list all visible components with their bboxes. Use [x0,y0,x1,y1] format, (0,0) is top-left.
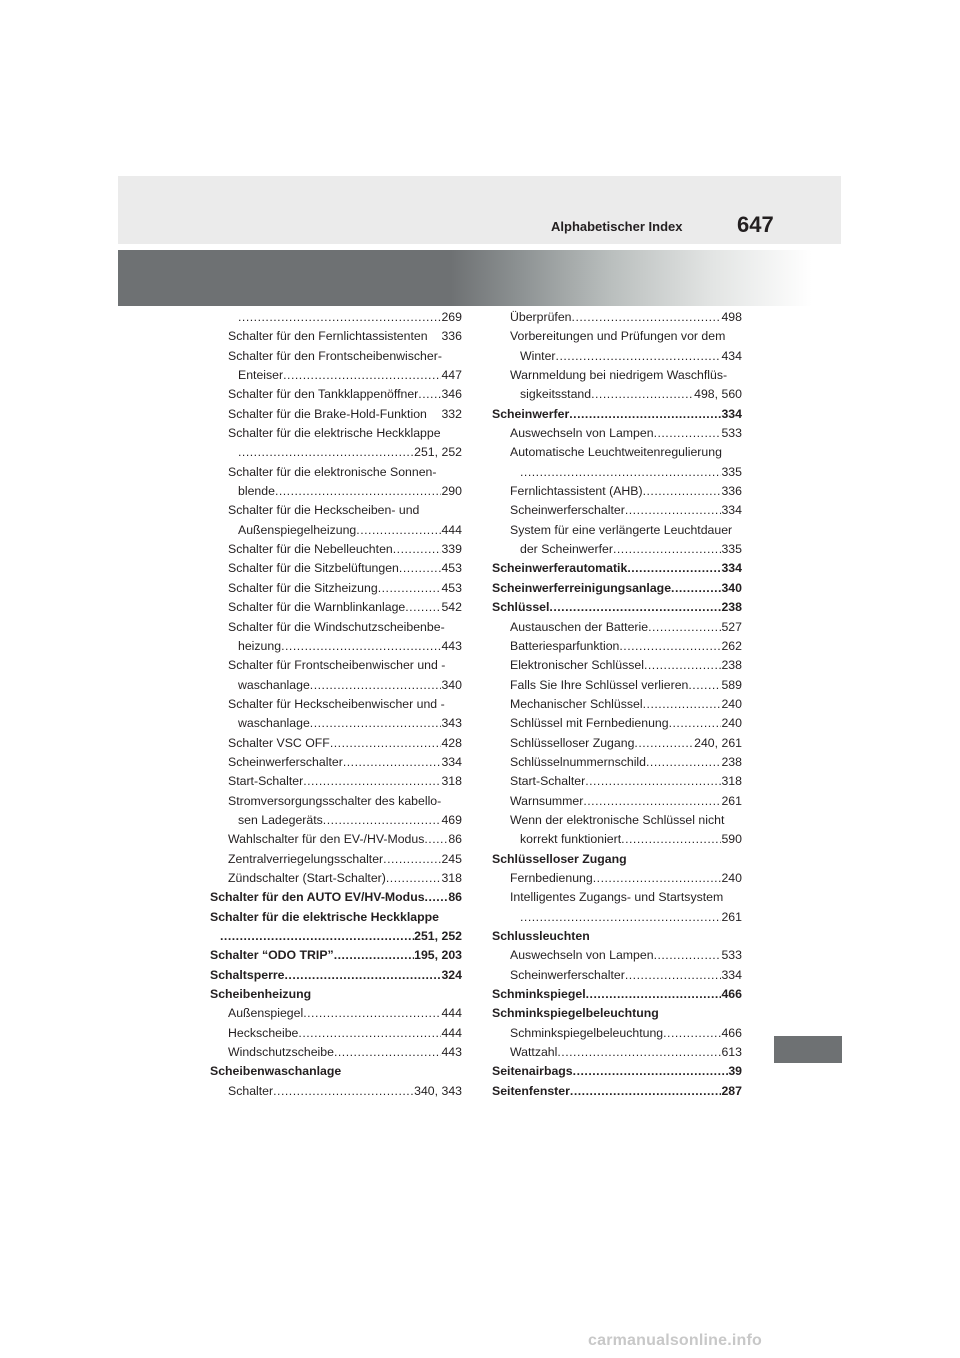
index-entry-label: Außenspiegel [228,1006,304,1021]
index-entry-label: Automatische Leuchtweitenregulierung [510,445,722,460]
dot-leader [625,966,722,985]
dot-leader [323,811,442,830]
index-entry [492,772,742,791]
watermark: carmanualsonline.info [588,1332,763,1349]
index-entry-label: Schalter für die elektrische Heckklappe [210,909,439,924]
dot-leader [688,676,721,695]
index-entry-label: Außenspiegelheizung [238,522,357,537]
index-entry-page: 533 [721,426,742,441]
thumb-index-tab [774,1036,842,1063]
index-entry [492,540,742,559]
index-entry-label: Schalter für den Fernlichtassistenten [228,329,428,344]
index-entry-label: Schalter für die Brake-Hold-Funktion [228,406,427,421]
index-entry-page: 336 [441,329,462,344]
index-entry-page: 262 [721,638,742,653]
index-entry-label: Scheinwerferschalter [510,967,625,982]
index-entry [210,1004,462,1023]
index-entry-label: Scheinwerferreinigungsanlage [492,580,672,595]
index-entry [210,1082,462,1101]
index-entry-page: 318 [721,774,742,789]
index-entry-label: Scheinwerferautomatik [492,561,628,576]
index-entry [210,347,462,366]
dot-leader [281,637,441,656]
index-entry-label: Schalter für die Heckscheiben- und [228,503,420,518]
index-entry [492,385,742,404]
index-entry-page: 238 [721,754,742,769]
index-column-left [210,308,462,1101]
index-entry [210,676,462,695]
index-entry-page: 336 [721,484,742,499]
index-entry [492,443,742,462]
dot-leader [238,443,414,462]
index-entry-page: 444 [441,1025,462,1040]
index-entry [210,714,462,733]
index-entry-page: 334 [721,406,742,421]
index-entry-label: Schalter für den AUTO EV/HV-Modus [210,890,425,905]
dot-leader [334,946,414,965]
index-entry-page: 251, 252 [414,445,462,460]
index-entry [210,830,462,849]
index-entry-label: Stromversorgungsschalter des kabello- [228,793,442,808]
index-entry [210,463,462,482]
index-entry-page: 251, 252 [414,929,462,943]
index-entry-label: Seitenairbags [492,1064,573,1079]
index-entry [492,521,742,540]
index-entry-label: Scheibenheizung [210,987,312,1002]
index-entry-label: Scheinwerferschalter [510,503,625,518]
index-entry [210,1062,462,1081]
index-entry-label: Fernbedienung [510,870,593,885]
index-entry [210,637,462,656]
index-entry-page: 346 [441,387,462,402]
index-entry-label: Vorbereitungen und Prüfungen vor dem [510,329,726,344]
index-entry [492,966,742,985]
index-entry [210,695,462,714]
index-entry-label: sigkeitsstand [520,387,592,402]
index-entry [210,966,462,985]
index-entry [210,482,462,501]
index-entry-page: 340, 343 [414,1083,462,1098]
index-entry-label: Schlüsselloser Zugang [492,851,627,866]
dot-leader [644,656,722,675]
index-entry-label: waschanlage [238,677,310,692]
dot-leader [425,888,449,907]
dot-leader [585,772,721,791]
dot-leader [613,540,722,559]
index-entry [210,501,462,520]
dot-leader [310,714,442,733]
index-entry-label: Schalter für den Tankklappenöffner [228,387,419,402]
index-entry-label: Schlüsselloser Zugang [510,735,635,750]
index-entry-label: Scheinwerfer [492,406,570,421]
index-entry-label: Schalter für Frontscheibenwischer und - [228,658,446,673]
index-entry-label: Start-Schalter [228,774,304,789]
index-entry [210,385,462,404]
index-entry-label: Schlüssel [492,600,550,615]
index-entry-page: 332 [441,406,462,421]
index-entry-page: 287 [721,1083,742,1098]
index-entry [492,637,742,656]
index-column-right [492,308,742,1101]
dot-leader [619,637,721,656]
index-entry-page: 335 [721,464,742,479]
index-entry-label: Zündschalter (Start-Schalter) [228,870,386,885]
dot-leader [424,830,448,849]
index-entry-page: 334 [441,754,462,769]
index-entry [210,888,462,907]
index-entry [492,869,742,888]
index-entry-page: 613 [721,1045,742,1060]
index-entry-label: Schalter [228,1083,274,1098]
index-entry [492,559,742,578]
dot-leader [591,385,694,404]
dot-leader [586,985,722,1004]
dot-leader [386,869,442,888]
index-entry [210,792,462,811]
index-entry [492,946,742,965]
index-entry [492,424,742,443]
index-entry [492,695,742,714]
dot-leader [654,946,722,965]
dot-leader [298,1024,441,1043]
dot-leader [671,579,721,598]
dot-leader [549,598,721,617]
index-entry-label: Austauschen der Batterie [510,619,649,634]
index-entry [210,618,462,637]
index-entry-page: 240, 261 [694,735,742,750]
index-entry-page: 444 [441,522,462,537]
index-entry-label: Wattzahl [510,1045,558,1060]
header-band [118,176,841,244]
index-entry-label: Wahlschalter für den EV-/HV-Modus [228,832,425,847]
index-entry-page: 466 [721,987,742,1002]
dot-leader [573,1062,729,1081]
index-entry [492,347,742,366]
index-entry-page: 527 [721,619,742,634]
index-entry-page: 269 [441,310,462,324]
index-entry-label: Elektronischer Schlüssel [510,658,644,673]
index-entry [210,366,462,385]
dot-leader [569,405,721,424]
index-entry-page: 240 [721,716,742,731]
index-entry-page: 443 [441,1045,462,1060]
index-entry-page: 434 [721,348,742,363]
index-entry [492,1043,742,1062]
index-entry [492,308,742,327]
index-entry [210,598,462,617]
dot-leader [303,1004,441,1023]
index-entry-label: Scheinwerferschalter [228,754,343,769]
index-entry [492,405,742,424]
index-entry [210,1043,462,1062]
index-entry-page: 469 [441,812,462,827]
index-entry [492,811,742,830]
dot-leader [557,1043,721,1062]
index-entry-page: 466 [721,1025,742,1040]
index-entry-page: 86 [448,890,462,905]
index-entry [210,656,462,675]
index-entry-label: Schalter VSC OFF [228,735,330,750]
index-entry [492,888,742,907]
index-entry-label: sen Ladegeräts [238,812,323,827]
index-entry [492,1062,742,1081]
index-entry-page: 498 [721,310,742,324]
index-entry-page: 447 [441,368,462,383]
page-number: 647 [737,212,774,237]
dot-leader [520,463,721,482]
index-entry [210,424,462,443]
dot-leader [393,540,442,559]
index-entry-label: Schalter für die Warnblinkanlage [228,600,406,615]
index-entry-label: Schlüssel mit Fernbedienung [510,716,669,731]
dot-leader [572,308,722,327]
index-entry [210,753,462,772]
index-entry-label: Mechanischer Schlüssel [510,696,643,711]
index-entry [492,482,742,501]
index-entry-page: 238 [721,600,742,615]
index-entry [492,463,742,482]
index-entry-label: Scheibenwaschanlage [210,1064,342,1079]
index-entry [210,405,462,424]
index-entry-page: 542 [441,600,462,615]
dot-leader [220,927,414,946]
index-entry-page: 339 [441,542,462,557]
index-entry-page: 335 [721,542,742,557]
index-entry-page: 533 [721,948,742,963]
dot-leader [556,347,722,366]
dot-leader [621,830,721,849]
index-entry-page: 261 [721,793,742,808]
index-entry-page: 343 [441,716,462,731]
index-entry-page: 240 [721,870,742,885]
index-entry [210,985,462,1004]
index-entry-label: Auswechseln von Lampen [510,948,654,963]
index-entry-label: Heckscheibe [228,1025,299,1040]
index-entry-page: 318 [441,774,462,789]
dot-leader [646,753,721,772]
index-entry-page: 240 [721,696,742,711]
index-entry-label: Warnsummer [510,793,584,808]
index-entry-label: Falls Sie Ihre Schlüssel verlieren [510,677,689,692]
index-entry-label: Schalter für die elektrische Heckklappe [228,426,441,441]
index-entry [210,772,462,791]
index-entry [210,521,462,540]
index-entry-page: 245 [441,851,462,866]
index-entry [492,850,742,869]
dot-leader [330,734,442,753]
index-entry-label: Wenn der elektronische Schlüssel nicht [510,812,725,827]
index-entry [210,327,462,346]
index-entry [492,1004,742,1023]
dot-leader [593,869,722,888]
index-entry [492,618,742,637]
dot-leader [663,1024,721,1043]
index-entry-page: 238 [721,658,742,673]
index-entry [210,734,462,753]
index-entry [492,676,742,695]
index-entry-label: Schminkspiegelbeleuchtung [510,1025,664,1040]
index-entry [492,714,742,733]
index-entry [210,811,462,830]
index-entry-page: 590 [721,832,742,847]
dot-leader [303,772,441,791]
index-entry [210,1024,462,1043]
dot-leader [273,1082,414,1101]
dot-leader [343,753,442,772]
index-entry [210,908,462,927]
dot-leader [643,695,722,714]
index-entry-label: Schalter für die Windschutzscheibenbe- [228,619,445,634]
index-entry-page: 453 [441,561,462,576]
dot-leader [275,482,442,501]
index-entry-page: 334 [721,503,742,518]
index-entry-label: Schalter für die Sitzheizung [228,580,378,595]
index-entry-page: 290 [441,484,462,499]
index-entry [492,579,742,598]
header-gradient-bar [118,250,841,306]
index-entry [210,540,462,559]
index-entry [210,927,462,946]
index-entry-label: Schalter “ODO TRIP” [210,948,334,963]
index-entry-page: 318 [441,870,462,885]
index-entry-label: Überprüfen [510,310,572,324]
index-entry-label: Auswechseln von Lampen [510,426,654,441]
index-entry [492,792,742,811]
index-entry-label: Start-Schalter [510,774,586,789]
index-entry [492,366,742,385]
index-entry-label: Schalter für die elektronische Sonnen- [228,464,437,479]
index-entry [492,753,742,772]
index-entry-label: Schalter für die Nebelleuchten [228,542,393,557]
dot-leader [625,501,722,520]
index-entry-label: Schlussleuchten [492,929,590,943]
section-title: Alphabetischer Index [551,219,683,234]
dot-leader [378,579,442,598]
dot-leader [634,734,694,753]
dot-leader [570,1082,722,1101]
index-entry-page: 324 [441,967,462,982]
index-entry-label: System für eine verlängerte Leuchtdauer [510,522,733,537]
index-entry-label: Zentralverriegelungsschalter [228,851,384,866]
index-entry [492,598,742,617]
index-entry-page: 340 [441,677,462,692]
index-entry [492,327,742,346]
dot-leader [310,676,442,695]
index-entry-label: Schalter für den Frontscheibenwischer- [228,348,442,363]
dot-leader [383,850,441,869]
index-entry-label: Schminkspiegelbeleuchtung [492,1006,659,1021]
index-entry-label: Schalter für Heckscheibenwischer und - [228,696,445,711]
dot-leader [283,366,441,385]
index-entry-label: heizung [238,638,282,653]
index-entry-label: waschanlage [238,716,310,731]
index-entry [210,869,462,888]
dot-leader [643,482,722,501]
index-entry [210,579,462,598]
index-entry-label: Schalter für die Sitzbelüftungen [228,561,399,576]
index-entry [210,443,462,462]
dot-leader [334,1043,442,1062]
index-entry-page: 453 [441,580,462,595]
dot-leader [669,714,722,733]
index-entry-label: Schlüsselnummernschild [510,754,647,769]
index-entry [492,501,742,520]
index-entry [492,1024,742,1043]
index-entry-label: Batteriesparfunktion [510,638,620,653]
index-entry-label: blende [238,484,275,499]
index-entry-label: Schaltsperre [210,967,285,982]
dot-leader [399,559,442,578]
dot-leader [648,618,721,637]
index-entry-page: 498, 560 [694,387,742,402]
index-entry [492,1082,742,1101]
index-entry [492,908,742,927]
index-entry-page: 428 [441,735,462,750]
dot-leader [583,792,721,811]
index-entry-label: Windschutzscheibe [228,1045,334,1060]
dot-leader [654,424,722,443]
index-entry-page: 39 [728,1064,742,1079]
index-entry-label: Schminkspiegel [492,987,586,1002]
index-entry-page: 261 [721,909,742,924]
index-entry-page: 334 [721,561,742,576]
index-entry [210,850,462,869]
index-entry [492,656,742,675]
index-entry [492,927,742,946]
index-entry-label: Enteiser [238,368,284,383]
index-entry [210,308,462,327]
index-entry-page: 444 [441,1006,462,1021]
index-entry [492,985,742,1004]
index-entry [492,734,742,753]
index-entry-label: Warnmeldung bei niedrigem Waschflüs- [510,368,728,383]
index-entry-page: 334 [721,967,742,982]
index-entry [492,830,742,849]
index-entry-page: 443 [441,638,462,653]
index-entry-page: 340 [721,580,742,595]
index-entry-page: 589 [721,677,742,692]
index-entry-label: Fernlichtassistent (AHB) [510,484,643,499]
index-entry [210,559,462,578]
index-entry-page: 86 [448,832,462,847]
index-entry-label: Intelligentes Zugangs- und Startsystem [510,890,724,905]
index-entry-label: der Scheinwerfer [520,542,613,557]
index-entry-page: 195, 203 [414,948,462,963]
index-entry-label: korrekt funktioniert [520,832,622,847]
dot-leader [238,308,441,327]
dot-leader [418,385,441,404]
index-entry-label: Winter [520,348,556,363]
dot-leader [405,598,441,617]
index-entry [210,946,462,965]
dot-leader [627,559,721,578]
dot-leader [520,908,721,927]
dot-leader [285,966,442,985]
index-entry-label: Seitenfenster [492,1083,570,1098]
dot-leader [356,521,441,540]
